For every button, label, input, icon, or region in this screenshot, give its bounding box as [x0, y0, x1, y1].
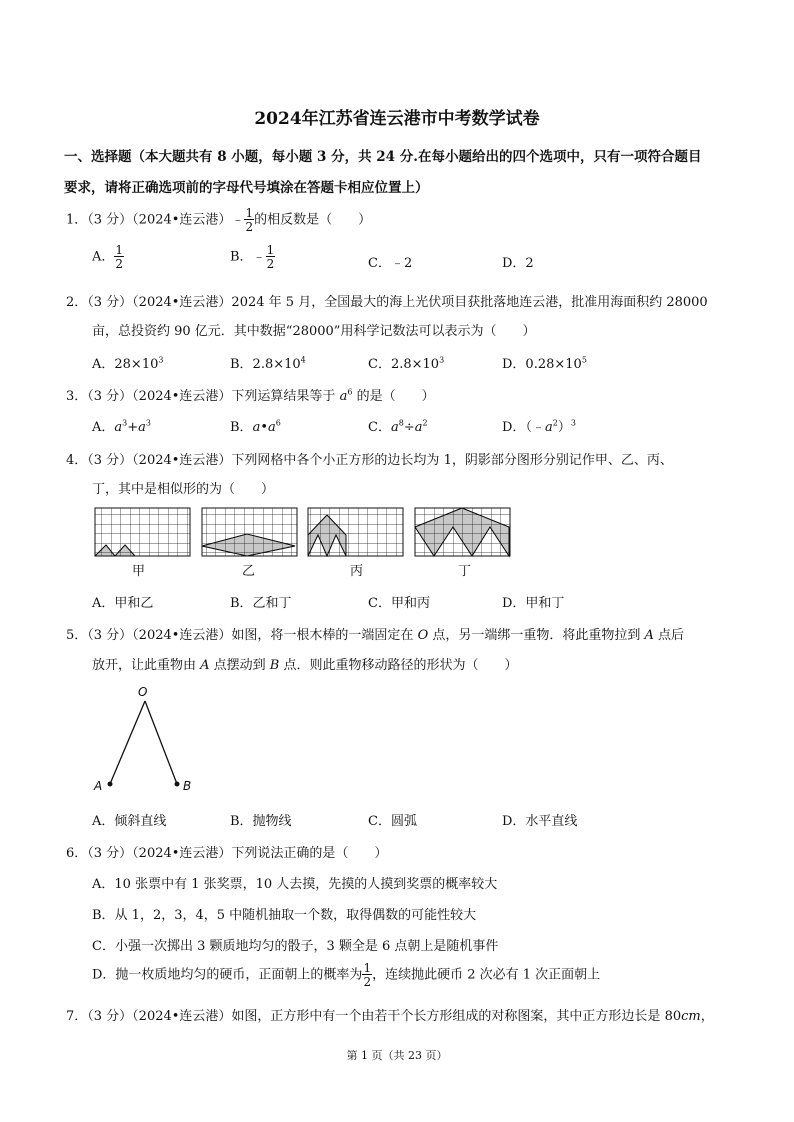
question-1: 1．（3 分）（2024•连云港）﹣ $\frac{1}{2}$ 的相反数是（ ） [66, 206, 372, 234]
grid-ding [415, 508, 510, 556]
q4-option-d[interactable]: D．甲和丁 [502, 596, 565, 611]
section-heading-line1: 一、选择题（本大题共有 8 小题，每小题 3 分，共 24 分.在每小题给出的四个选项中，只有一项符合题目 [64, 149, 702, 165]
label-o: O [138, 685, 148, 699]
grid-bing [308, 508, 403, 556]
q3-option-a[interactable]: A．$a^3+a^3$ [92, 418, 152, 435]
question-4-line2: 丁，其中是相似形的为（ ） [92, 482, 275, 497]
label-a: A [94, 779, 103, 793]
q2-option-d[interactable]: D．$0.28\times 10^5$ [502, 355, 587, 372]
section-heading-line2: 要求，请将正确选项前的字母代号填涂在答题卡相应位置上） [64, 180, 429, 196]
q1-option-b[interactable]: B．﹣ $\frac{1}{2}$ [230, 243, 275, 271]
question-4: 4．（3 分）（2024•连云港）下列网格中各个小正方形的边长均为 1，阴影部分图形分别记作甲、乙、丙、 [66, 453, 673, 468]
q6-option-c[interactable]: C．小强一次掷出 3 颗质地均匀的骰子，3 颗全是 6 点朝上是随机事件 [92, 939, 499, 954]
q3-option-c[interactable]: C．$a^8\div a^2$ [368, 418, 428, 435]
q5-option-a[interactable]: A．倾斜直线 [92, 814, 167, 829]
similar-shapes-figure [92, 505, 522, 587]
q2-option-b[interactable]: B．$2.8\times 10^4$ [230, 355, 306, 372]
label-jia: 甲 [132, 564, 146, 579]
q4-option-c[interactable]: C．甲和丙 [368, 596, 430, 611]
q3-option-b[interactable]: B．$a•a^6$ [230, 418, 281, 435]
fraction-half: $\frac{1}{2}$ [245, 206, 254, 234]
question-2: 2．（3 分）（2024•连云港）2024 年 5 月，全国最大的海上光伏项目获批落地连云港，批准用海面积约 28000 [66, 295, 708, 310]
page-footer: 第 1 页（共 23 页） [346, 1049, 448, 1062]
q1-option-c[interactable]: C．﹣2 [368, 256, 413, 271]
q1-option-d[interactable]: D．2 [502, 256, 534, 271]
grid-yi [202, 508, 297, 556]
question-5: 5．（3 分）（2024•连云港）如图，将一根木棒的一端固定在 O 点，另一端绑一重物．将此重物拉到 A 点后 [66, 628, 685, 643]
question-7: 7．（3 分）（2024•连云港）如图，正方形中有一个由若干个长方形组成的对称图案，其中正方形边长是 80cm， [66, 1009, 714, 1024]
q5-option-d[interactable]: D．水平直线 [502, 814, 578, 829]
question-5-line2: 放开，让此重物由 A 点摆动到 B 点．则此重物移动路径的形状为（ ） [92, 658, 518, 673]
q4-option-b[interactable]: B．乙和丁 [230, 596, 292, 611]
label-b: B [183, 779, 192, 793]
label-bing: 丙 [350, 564, 364, 579]
question-2-line2: 亩，总投资约 90 亿元．其中数据“28000”用科学记数法可以表示为（ ） [92, 324, 536, 339]
q5-option-c[interactable]: C．圆弧 [368, 814, 417, 829]
point-b [175, 782, 180, 787]
question-3: 3．（3 分）（2024•连云港）下列运算结果等于 $a^6$ 的是（ ） [66, 387, 435, 404]
point-a [108, 782, 113, 787]
q4-option-a[interactable]: A．甲和乙 [92, 596, 154, 611]
q3-option-d[interactable]: D．$(﹣a^2)^3$ [502, 418, 576, 435]
rod-oa [110, 701, 145, 784]
pendulum-figure [88, 684, 208, 796]
q1-option-a[interactable]: A． $\frac{1}{2}$ [92, 243, 124, 271]
q6-option-b[interactable]: B．从 1，2，3，4，5 中随机抽取一个数，取得偶数的可能性较大 [92, 908, 477, 923]
q2-option-c[interactable]: C．$2.8\times 10^3$ [368, 355, 445, 372]
label-ding: 丁 [458, 564, 472, 579]
question-6: 6．（3 分）（2024•连云港）下列说法正确的是（ ） [66, 846, 388, 861]
q6-option-a[interactable]: A．10 张票中有 1 张奖票，10 人去摸，先摸的人摸到奖票的概率较大 [92, 877, 498, 892]
q2-option-a[interactable]: A．$28\times 10^3$ [92, 355, 164, 372]
rod-ob [145, 701, 177, 784]
q5-option-b[interactable]: B．抛物线 [230, 814, 292, 829]
grid-jia [95, 508, 190, 556]
q6-option-d[interactable]: D．抛一枚质地均匀的硬币，正面朝上的概率为 $\frac{1}{2}$ ，连续抛此硬币 2 次必有 1 次正面朝上 [92, 961, 601, 989]
page-title: 2024年江苏省连云港市中考数学试卷 [254, 109, 540, 129]
label-yi: 乙 [242, 564, 256, 579]
